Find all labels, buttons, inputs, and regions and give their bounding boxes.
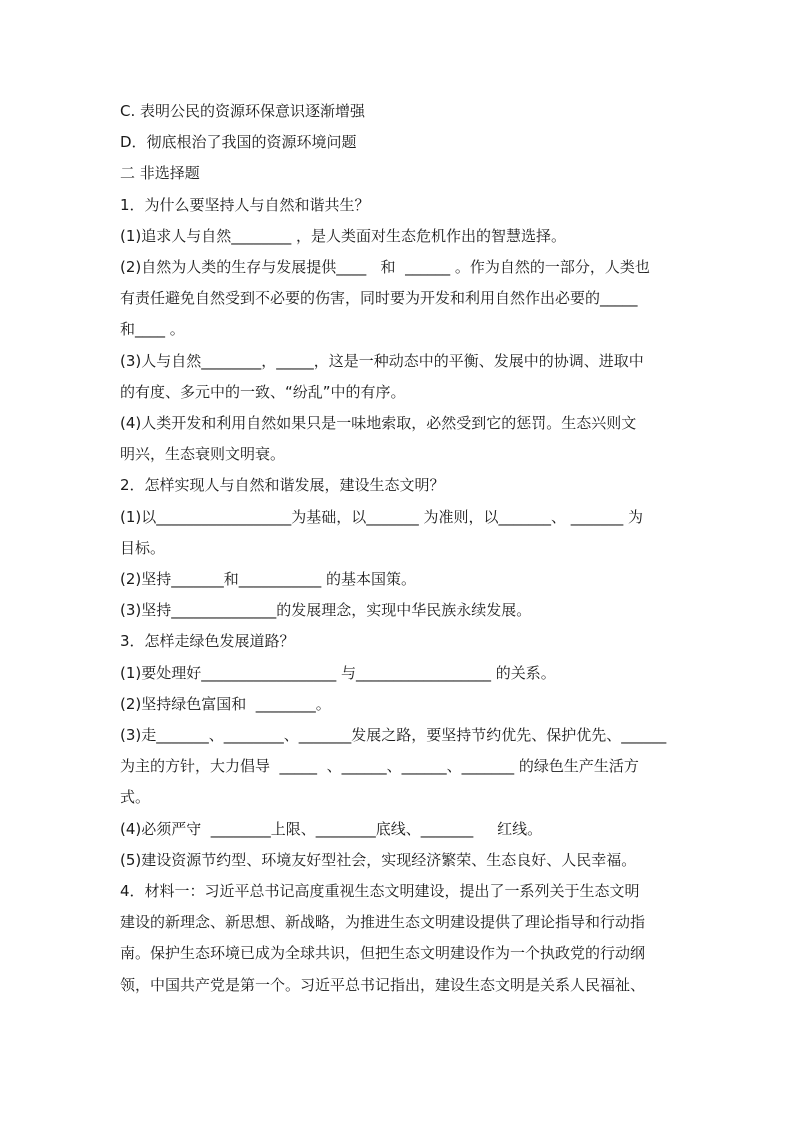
question-1: 1．为什么要坚持人与自然和谐共生？ [120,195,370,214]
option-d: D．彻底根治了我国的资源环境问题 [120,133,357,152]
text-line: (5)建设资源节约型、环境友好型社会，实现经济繁荣、生态良好、人民幸福。 [120,850,637,869]
text-line: 目标。 [120,538,166,557]
text-line: 建设的新理念、新思想、新战略，为推进生态文明建设提供了理论指导和行动指 [120,913,646,932]
text-line: (2)自然为人类的生存与发展提供____ 和 ______ 。作为自然的一部分，人类也 [120,258,650,277]
text-line: 领，中国共产党是第一个。习近平总书记指出，建设生态文明是关系人民福祉、 [120,975,646,994]
section-heading: 二 非选择题 [120,164,200,183]
text-line: (4)人类开发和利用自然如果只是一味地索取，必然受到它的惩罚。生态兴则文 [120,414,637,433]
question-3: 3．怎样走绿色发展道路？ [120,632,295,651]
text-line: 南。保护生态环境已成为全球共识，但把生态文明建设作为一个执政党的行动纲 [120,944,646,963]
text-line: (1)要处理好__________________ 与__________________ 的关系。 [120,663,556,682]
text-line: 明兴，生态衰则文明衰。 [120,445,286,464]
text-line: (3)走_______、________、_______发展之路，要坚持节约优先、保护优先、______ [120,726,667,745]
text-line: 有责任避免自然受到不必要的伤害，同时要为开发和利用自然作出必要的_____ [120,289,638,308]
text-line: 的有度、多元中的一致、“纷乱”中的有序。 [120,382,406,401]
question-2: 2．怎样实现人与自然和谐发展，建设生态文明？ [120,476,445,495]
text-line: 式。 [120,788,151,807]
text-line: (1)追求人与自然________ ，是人类面对生态危机作出的智慧选择。 [120,226,567,245]
question-4: 4．材料一：习近平总书记高度重视生态文明建设，提出了一系列关于生态文明 [120,882,640,901]
text-line: (1)以__________________为基础，以_______ 为准则，以_______、 _______ 为 [120,507,644,526]
text-line: (3)人与自然________，_____，这是一种动态中的平衡、发展中的协调、进取中 [120,351,644,370]
text-line: 为主的方针，大力倡导 _____ 、______、______、_______ 的绿色生产生活方 [120,757,639,776]
text-line: (3)坚持______________的发展理念，实现中华民族永续发展。 [120,601,532,620]
text-line: (2)坚持_______和___________ 的基本国策。 [120,570,417,589]
text-line: (2)坚持绿色富国和 ________。 [120,694,331,713]
text-line: (4)必须严守 ________上限、________底线、_______ 红线。 [120,819,543,838]
option-c: C. 表明公民的资源环保意识逐渐增强 [120,102,366,120]
text-line: 和____ 。 [120,320,185,339]
